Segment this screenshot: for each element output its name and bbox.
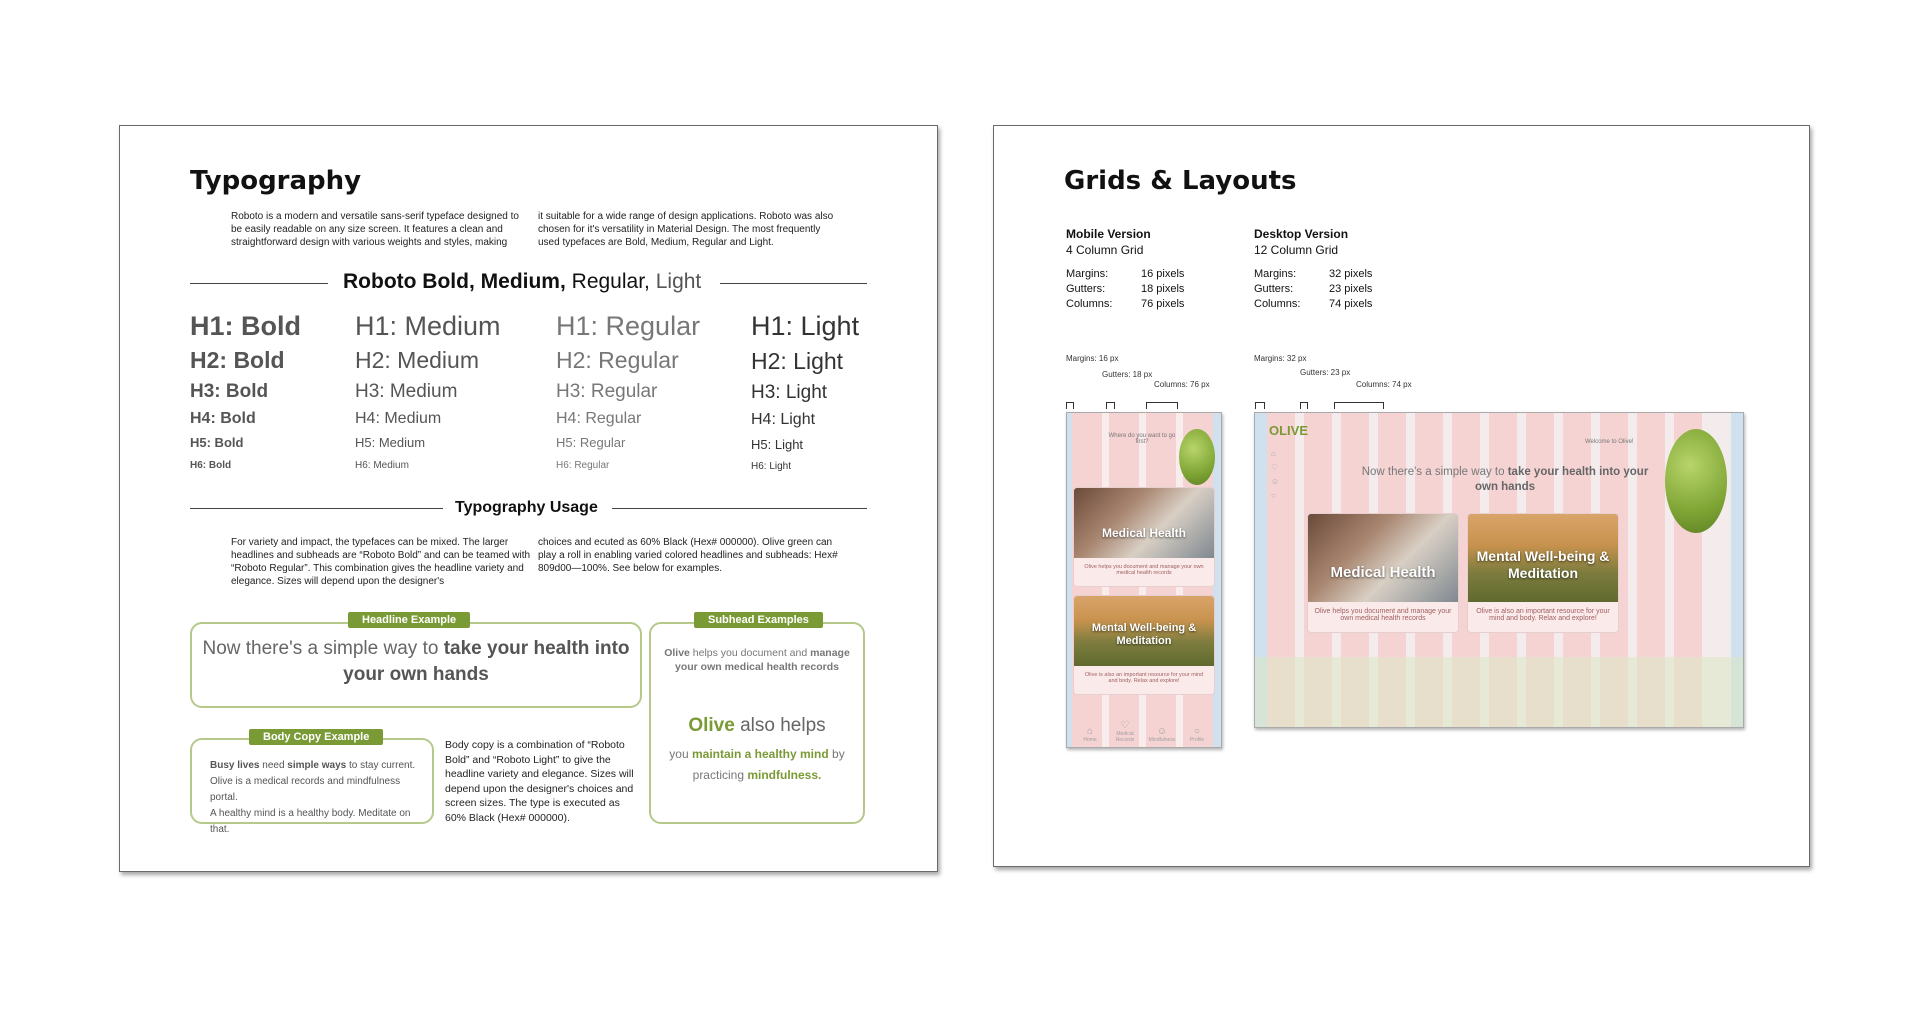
h2-bold: H2: Bold xyxy=(190,347,285,373)
nav-label: Mindfulness xyxy=(1148,737,1176,743)
desktop-card-medical[interactable] xyxy=(1307,513,1459,633)
mobile-specs xyxy=(1066,227,1184,312)
subhead-text: helps you document and xyxy=(689,647,811,659)
body-copy-line-2: Olive is a medical records and mindfulness portal. xyxy=(210,776,401,803)
body-simple-ways: simple ways xyxy=(287,760,347,771)
mobile-spec-table xyxy=(1066,267,1184,312)
desktop-subheading: 12 Column Grid xyxy=(1254,243,1339,257)
card-title: Mental Well-being & Meditation xyxy=(1091,622,1197,647)
h5-medium: H5: Medium xyxy=(355,435,426,450)
headline-regular-part: Now there's a simple way to xyxy=(1361,466,1508,478)
body-busy-lives: Busy lives xyxy=(210,760,260,771)
desktop-columns-annotation: Columns: 74 px xyxy=(1356,380,1412,389)
body-copy-example-label: Body Copy Example xyxy=(249,729,383,745)
card-title: Mental Well-being & Meditation xyxy=(1476,548,1610,581)
card-text: Olive helps you document and manage your own medical health records xyxy=(1084,564,1204,576)
doctor-photo xyxy=(1308,514,1458,602)
card-title: Medical Health xyxy=(1330,564,1436,581)
h4-light: H4: Light xyxy=(751,411,816,428)
desktop-headline xyxy=(1355,465,1655,495)
spec-label: Gutters: xyxy=(1254,283,1294,295)
olive-mascot-icon xyxy=(1179,429,1215,485)
mindfulness-icon: ☺ xyxy=(1156,726,1168,737)
h6-light: H6: Light xyxy=(751,461,792,472)
spec-label: Columns: xyxy=(1254,298,1301,310)
h2-medium: H2: Medium xyxy=(355,347,479,373)
divider xyxy=(612,508,867,509)
body-need: need xyxy=(259,760,288,771)
weight-medium-label: Medium, xyxy=(480,270,566,293)
nav-profile[interactable] xyxy=(1182,726,1212,743)
card-text: Olive is also an important resource for your mind and body. Relax and explore! xyxy=(1476,608,1610,622)
typography-usage-heading: Typography Usage xyxy=(455,499,598,516)
h1-light: H1: Light xyxy=(751,311,860,341)
spec-value: 18 pixels xyxy=(1141,283,1185,295)
subhead-example-2-body xyxy=(665,744,849,786)
headline-regular-part: Now there's a simple way to xyxy=(202,638,444,659)
nav-medical-records[interactable] xyxy=(1110,720,1140,743)
h4-regular: H4: Regular xyxy=(556,410,642,427)
h5-light: H5: Light xyxy=(751,437,804,452)
mobile-card-mental[interactable] xyxy=(1073,595,1215,695)
h1-regular: H1: Regular xyxy=(556,311,701,341)
olive-mascot-icon xyxy=(1665,429,1727,533)
grids-title: Grids & Layouts xyxy=(1064,166,1297,196)
typography-intro-right: it suitable for a wide range of design applications. Roboto was also chosen for it's versatility in Material Design. The most frequently used typefaces are Bold, Medium, Regular and Light. xyxy=(538,211,834,248)
body-copy-description: Body copy is a combination of “Roboto Bold” and “Roboto Light” to give the headline variety and elegance. Sizes will depend upon the designer's choices and screen sizes. The type is executed as 60% Black (Hex# 000000). xyxy=(445,739,634,824)
records-icon: ♡ xyxy=(1120,720,1130,731)
headline-example-text xyxy=(202,636,630,688)
desktop-side-nav xyxy=(1271,447,1279,503)
mobile-gutters-annotation: Gutters: 18 px xyxy=(1102,370,1153,379)
h3-light: H3: Light xyxy=(751,382,828,403)
headline-example-label: Headline Example xyxy=(348,612,470,628)
mindfulness-icon[interactable]: ☺ xyxy=(1271,477,1280,486)
margin-bracket xyxy=(1255,402,1265,409)
nav-home[interactable] xyxy=(1075,726,1105,743)
h1-bold: H1: Bold xyxy=(190,311,301,341)
mobile-heading: Mobile Version xyxy=(1066,227,1151,241)
headline-example-box xyxy=(190,622,642,708)
margin-bracket xyxy=(1066,402,1074,409)
spec-value: 32 pixels xyxy=(1329,268,1373,280)
typography-intro-left: Roboto is a modern and versatile sans-serif typeface designed to be easily readable on any size screen. It features a clean and straightforward design with various weights and styles, making xyxy=(231,211,519,248)
spec-label: Gutters: xyxy=(1066,283,1106,295)
body-copy-example-text xyxy=(210,758,426,838)
desktop-gutters-annotation: Gutters: 23 px xyxy=(1300,368,1351,377)
card-text: Olive is also an important resource for your mind and body. Relax and explore! xyxy=(1084,672,1204,684)
divider xyxy=(190,283,328,284)
grids-board xyxy=(993,125,1810,867)
olive-logo: OLIVE xyxy=(1269,423,1309,438)
profile-icon: ○ xyxy=(1193,726,1201,737)
profile-icon[interactable]: ○ xyxy=(1271,491,1276,500)
subhead-you: you xyxy=(669,747,692,761)
h6-medium: H6: Medium xyxy=(355,460,409,471)
body-stay-current: to stay current. xyxy=(346,760,416,771)
gutter-bracket xyxy=(1300,402,1308,409)
column-bracket xyxy=(1334,402,1384,409)
home-icon: ⌂ xyxy=(1086,726,1094,737)
card-title: Medical Health xyxy=(1101,526,1187,540)
h6-bold: H6: Bold xyxy=(190,460,232,471)
mobile-mockup xyxy=(1066,412,1222,748)
desktop-card-mental[interactable] xyxy=(1467,513,1619,633)
spec-label: Margins: xyxy=(1066,268,1109,280)
subhead-olive: Olive xyxy=(664,647,690,659)
h3-bold: H3: Bold xyxy=(190,381,269,402)
divider xyxy=(190,508,443,509)
divider xyxy=(720,283,867,284)
body-copy-line-1 xyxy=(210,758,426,774)
weight-regular-label: Regular, xyxy=(571,270,650,293)
column-bracket xyxy=(1146,402,1178,409)
weight-light-label: Light xyxy=(655,270,702,293)
typography-title: Typography xyxy=(190,166,362,196)
h2-regular: H2: Regular xyxy=(556,347,679,373)
spec-value: 76 pixels xyxy=(1141,298,1185,310)
h6-regular: H6: Regular xyxy=(556,460,610,471)
headline-bold-part: take your health into your own hands xyxy=(343,638,630,685)
grid-bottom-band xyxy=(1255,657,1743,727)
nav-mindfulness[interactable] xyxy=(1147,726,1177,743)
nav-label: Home xyxy=(1083,737,1097,743)
mobile-columns-annotation: Columns: 76 px xyxy=(1154,380,1210,389)
subhead-also-helps: also helps xyxy=(734,715,826,736)
desktop-welcome-text: Welcome to Olive! xyxy=(1585,439,1634,445)
typography-board xyxy=(119,125,938,872)
mobile-card-medical[interactable] xyxy=(1073,487,1215,587)
doctor-photo xyxy=(1074,488,1214,558)
subhead-by-practicing: by practicing xyxy=(692,747,845,782)
subhead-example-1 xyxy=(659,646,855,674)
usage-text-right: choices and ecuted as 60% Black (Hex# 000000). Olive green can play a roll in enabling varied colored headlines and subheads: Hex# 809d00—100%. See below for examples. xyxy=(538,537,838,574)
h4-bold: H4: Bold xyxy=(190,410,256,427)
subhead-mindfulness: mindfulness. xyxy=(747,768,822,782)
nav-label: Profile xyxy=(1189,737,1205,743)
desktop-spec-table xyxy=(1254,267,1372,312)
spec-value: 16 pixels xyxy=(1141,268,1185,280)
mobile-margins-annotation: Margins: 16 px xyxy=(1066,354,1119,363)
roboto-weights-heading xyxy=(343,270,701,294)
subhead-examples-box xyxy=(649,622,865,824)
records-icon[interactable]: ♡ xyxy=(1271,463,1279,472)
body-copy-example-box xyxy=(190,738,434,835)
spec-value: 23 pixels xyxy=(1329,283,1373,295)
h3-medium: H3: Medium xyxy=(355,381,458,402)
h5-regular: H5: Regular xyxy=(556,435,626,450)
desktop-mockup xyxy=(1254,412,1744,728)
h3-regular: H3: Regular xyxy=(556,381,658,402)
h4-medium: H4: Medium xyxy=(355,410,442,427)
body-copy-line-3: A healthy mind is a healthy body. Meditate on that. xyxy=(210,808,411,835)
headline-bold-part: take your health into your own hands xyxy=(1474,466,1649,493)
spec-label: Margins: xyxy=(1254,268,1297,280)
subhead-healthy-mind: maintain a healthy mind xyxy=(691,747,829,761)
desktop-specs xyxy=(1254,227,1372,312)
home-icon[interactable]: ⌂ xyxy=(1271,449,1276,458)
gutter-bracket xyxy=(1106,402,1115,409)
usage-text-left: For variety and impact, the typefaces can be mixed. The larger headlines and subheads are “Roboto Bold” and can be teamed with “Roboto Regular”. This combination gives the headline variety and elegance. Sizes will depend upon the designer's xyxy=(231,537,531,587)
desktop-margins-annotation: Margins: 32 px xyxy=(1254,354,1307,363)
subhead-bold-text: manage your own medical health records xyxy=(675,647,850,673)
subhead-olive-big: Olive xyxy=(688,715,735,736)
weight-bold-label: Roboto Bold, xyxy=(343,270,475,293)
spec-value: 74 pixels xyxy=(1329,298,1373,310)
spec-label: Columns: xyxy=(1066,298,1113,310)
desktop-heading: Desktop Version xyxy=(1254,227,1349,241)
subhead-examples-label: Subhead Examples xyxy=(694,612,823,628)
card-text: Olive helps you document and manage your own medical health records xyxy=(1314,608,1452,622)
subhead-example-2-title xyxy=(659,714,855,738)
mobile-where-text: Where do you want to go first? xyxy=(1108,433,1176,445)
h5-bold: H5: Bold xyxy=(190,435,244,450)
nav-label: Medical Records xyxy=(1115,731,1135,743)
h1-medium: H1: Medium xyxy=(355,311,501,341)
h2-light: H2: Light xyxy=(751,348,844,374)
mobile-subheading: 4 Column Grid xyxy=(1066,243,1144,257)
